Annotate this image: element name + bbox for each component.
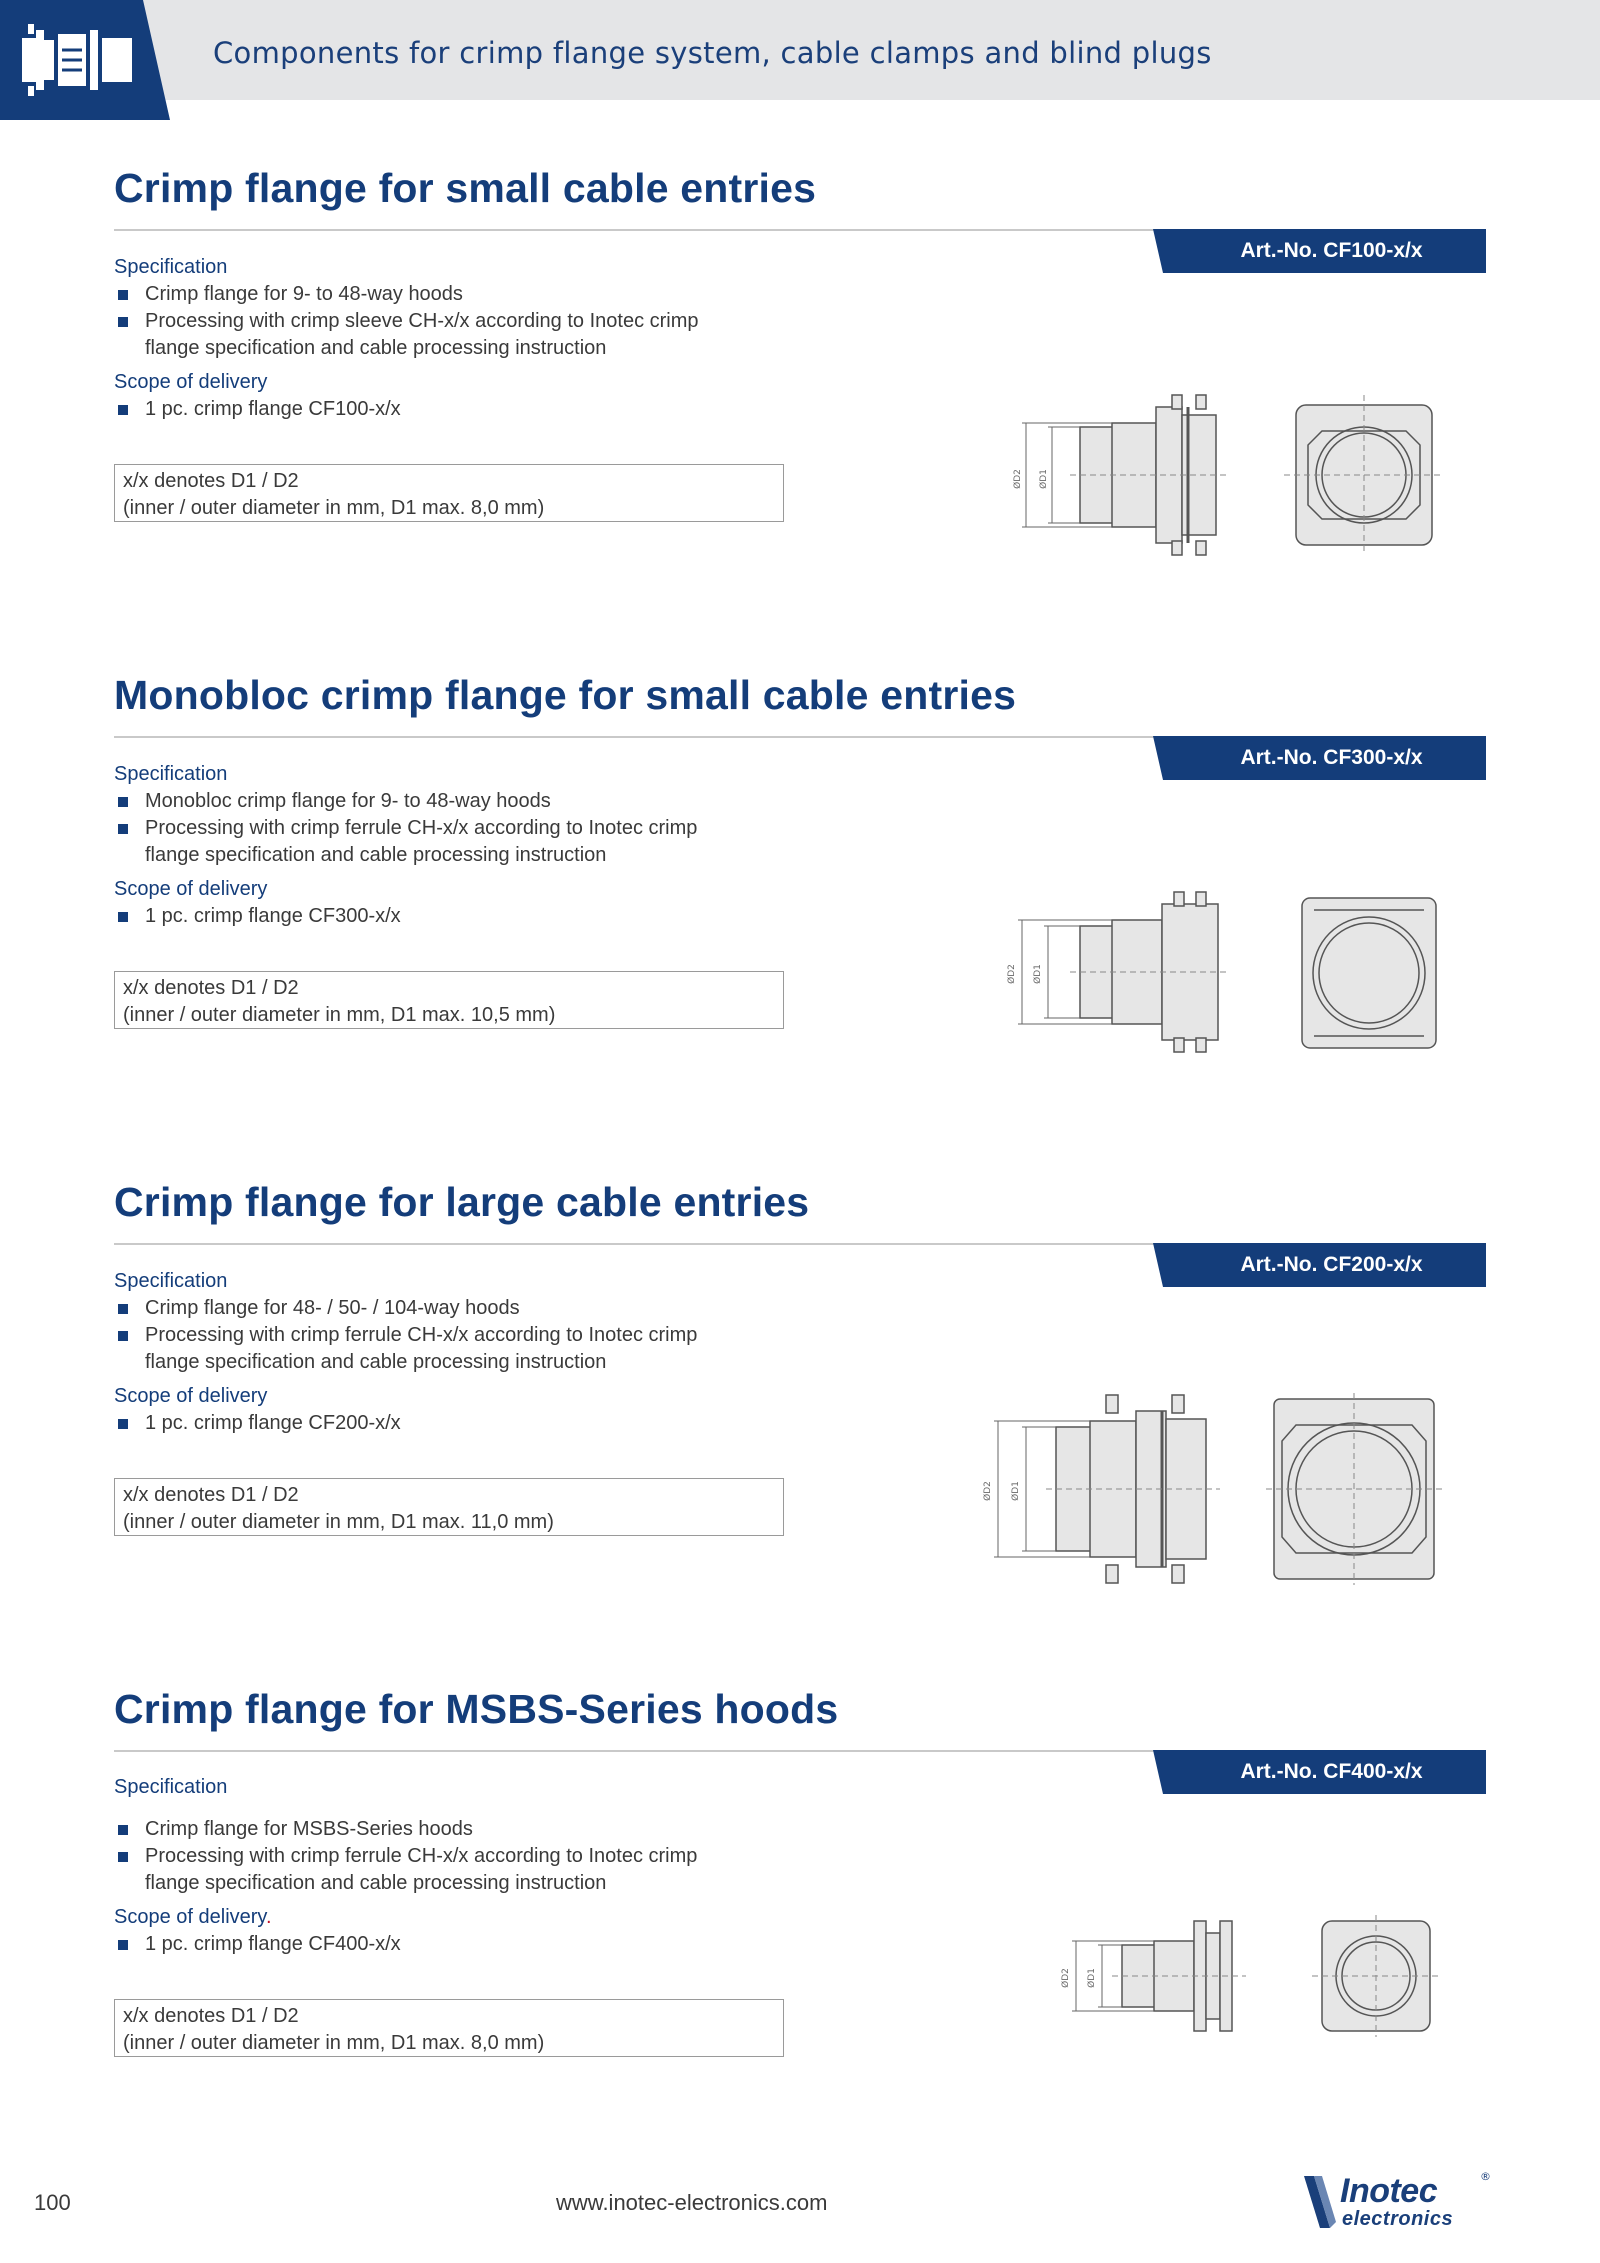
section-cf300 (0, 672, 1600, 1152)
list-item: Crimp flange for MSBS-Series hoods (114, 1816, 754, 1843)
section-cf200 (0, 1179, 1600, 1659)
bullet-square-icon (118, 797, 128, 807)
scope-label: Scope of delivery (114, 1385, 268, 1407)
technical-drawing (1000, 385, 1450, 565)
svg-text:ØD2: ØD2 (983, 1481, 993, 1501)
page-number: 100 (34, 2190, 71, 2215)
specification-label: Specification (114, 1270, 228, 1292)
list-item: Processing with crimp ferrule CH-x/x according to Inotec crimp flange specification and cable processing instruction (114, 1843, 754, 1897)
list-item: Processing with crimp sleeve CH-x/x according to Inotec crimp flange specification and cable processing instruction (114, 308, 754, 362)
bullet-square-icon (118, 824, 128, 834)
article-number-badge (1153, 1243, 1486, 1287)
svg-text:ØD2: ØD2 (1013, 469, 1023, 489)
registered-mark: ® (1480, 2170, 1491, 2183)
bullet-square-icon (118, 290, 128, 300)
article-number-badge (1153, 1750, 1486, 1794)
website-link[interactable]: www.inotec-electronics.com (556, 2190, 828, 2215)
dimension-note: x/x denotes D1 / D2 (inner / outer diameter in mm, D1 max. 10,5 mm) (114, 971, 784, 1029)
specification-label: Specification (114, 256, 228, 278)
section-title: Crimp flange for MSBS-Series hoods (114, 1686, 839, 1732)
article-number-badge (1153, 229, 1486, 273)
bullet-square-icon (118, 912, 128, 922)
svg-text:ØD1: ØD1 (1087, 1968, 1097, 1988)
bullet-square-icon (118, 1419, 128, 1429)
list-item: Crimp flange for 9- to 48-way hoods (114, 281, 754, 308)
list-item: Processing with crimp ferrule CH-x/x according to Inotec crimp flange specification and cable processing instruction (114, 815, 754, 869)
list-item: Processing with crimp ferrule CH-x/x according to Inotec crimp flange specification and cable processing instruction (114, 1322, 754, 1376)
list-item: 1 pc. crimp flange CF400-x/x (114, 1931, 754, 1958)
scope-label: Scope of delivery (114, 371, 268, 393)
list-item: 1 pc. crimp flange CF100-x/x (114, 396, 754, 423)
list-item: Crimp flange for 48- / 50- / 104-way hoods (114, 1295, 754, 1322)
dimension-note: x/x denotes D1 / D2 (inner / outer diameter in mm, D1 max. 11,0 mm) (114, 1478, 784, 1536)
specification-label: Specification (114, 1776, 228, 1798)
svg-text:ØD1: ØD1 (1039, 469, 1049, 489)
bullet-square-icon (118, 405, 128, 415)
dimension-note: x/x denotes D1 / D2 (inner / outer diameter in mm, D1 max. 8,0 mm) (114, 464, 784, 522)
list-item: 1 pc. crimp flange CF200-x/x (114, 1410, 754, 1437)
logo-subtitle: electronics (1342, 2208, 1454, 2230)
list-item: Monobloc crimp flange for 9- to 48-way hoods (114, 788, 754, 815)
svg-text:ØD2: ØD2 (1007, 964, 1017, 984)
bullet-square-icon (118, 1940, 128, 1950)
article-number: Art.-No. CF300-x/x (1240, 746, 1423, 769)
list-item: 1 pc. crimp flange CF300-x/x (114, 903, 754, 930)
section-title: Monobloc crimp flange for small cable entries (114, 672, 1017, 718)
bullet-square-icon (118, 1825, 128, 1835)
scope-label: Scope of delivery. (114, 1906, 272, 1928)
article-number: Art.-No. CF400-x/x (1240, 1760, 1423, 1783)
article-number: Art.-No. CF200-x/x (1240, 1253, 1423, 1276)
header-badge (0, 0, 170, 120)
article-number: Art.-No. CF100-x/x (1240, 239, 1423, 262)
article-number-badge (1153, 736, 1486, 780)
svg-text:ØD1: ØD1 (1011, 1481, 1021, 1501)
red-dot-mark: . (265, 1906, 272, 1928)
logo-mark-icon (1300, 2172, 1340, 2232)
bullet-square-icon (118, 1331, 128, 1341)
specification-label: Specification (114, 763, 228, 785)
technical-drawing (1000, 882, 1450, 1062)
section-title: Crimp flange for small cable entries (114, 165, 817, 211)
section-cf100 (0, 165, 1600, 645)
bullet-square-icon (118, 1304, 128, 1314)
technical-drawing (1050, 1911, 1450, 2041)
bullet-square-icon (118, 317, 128, 327)
technical-drawing (980, 1389, 1450, 1589)
section-cf400 (0, 1686, 1600, 2166)
svg-text:ØD2: ØD2 (1061, 1968, 1071, 1988)
logo-name: Inotec (1340, 2172, 1438, 2210)
bullet-square-icon (118, 1852, 128, 1862)
svg-text:ØD1: ØD1 (1033, 964, 1043, 984)
dimension-note: x/x denotes D1 / D2 (inner / outer diameter in mm, D1 max. 8,0 mm) (114, 1999, 784, 2057)
inotec-logo (1300, 2170, 1490, 2234)
header-title: Components for crimp flange system, cable clamps and blind plugs (213, 36, 1212, 70)
scope-label: Scope of delivery (114, 878, 268, 900)
section-title: Crimp flange for large cable entries (114, 1179, 810, 1225)
